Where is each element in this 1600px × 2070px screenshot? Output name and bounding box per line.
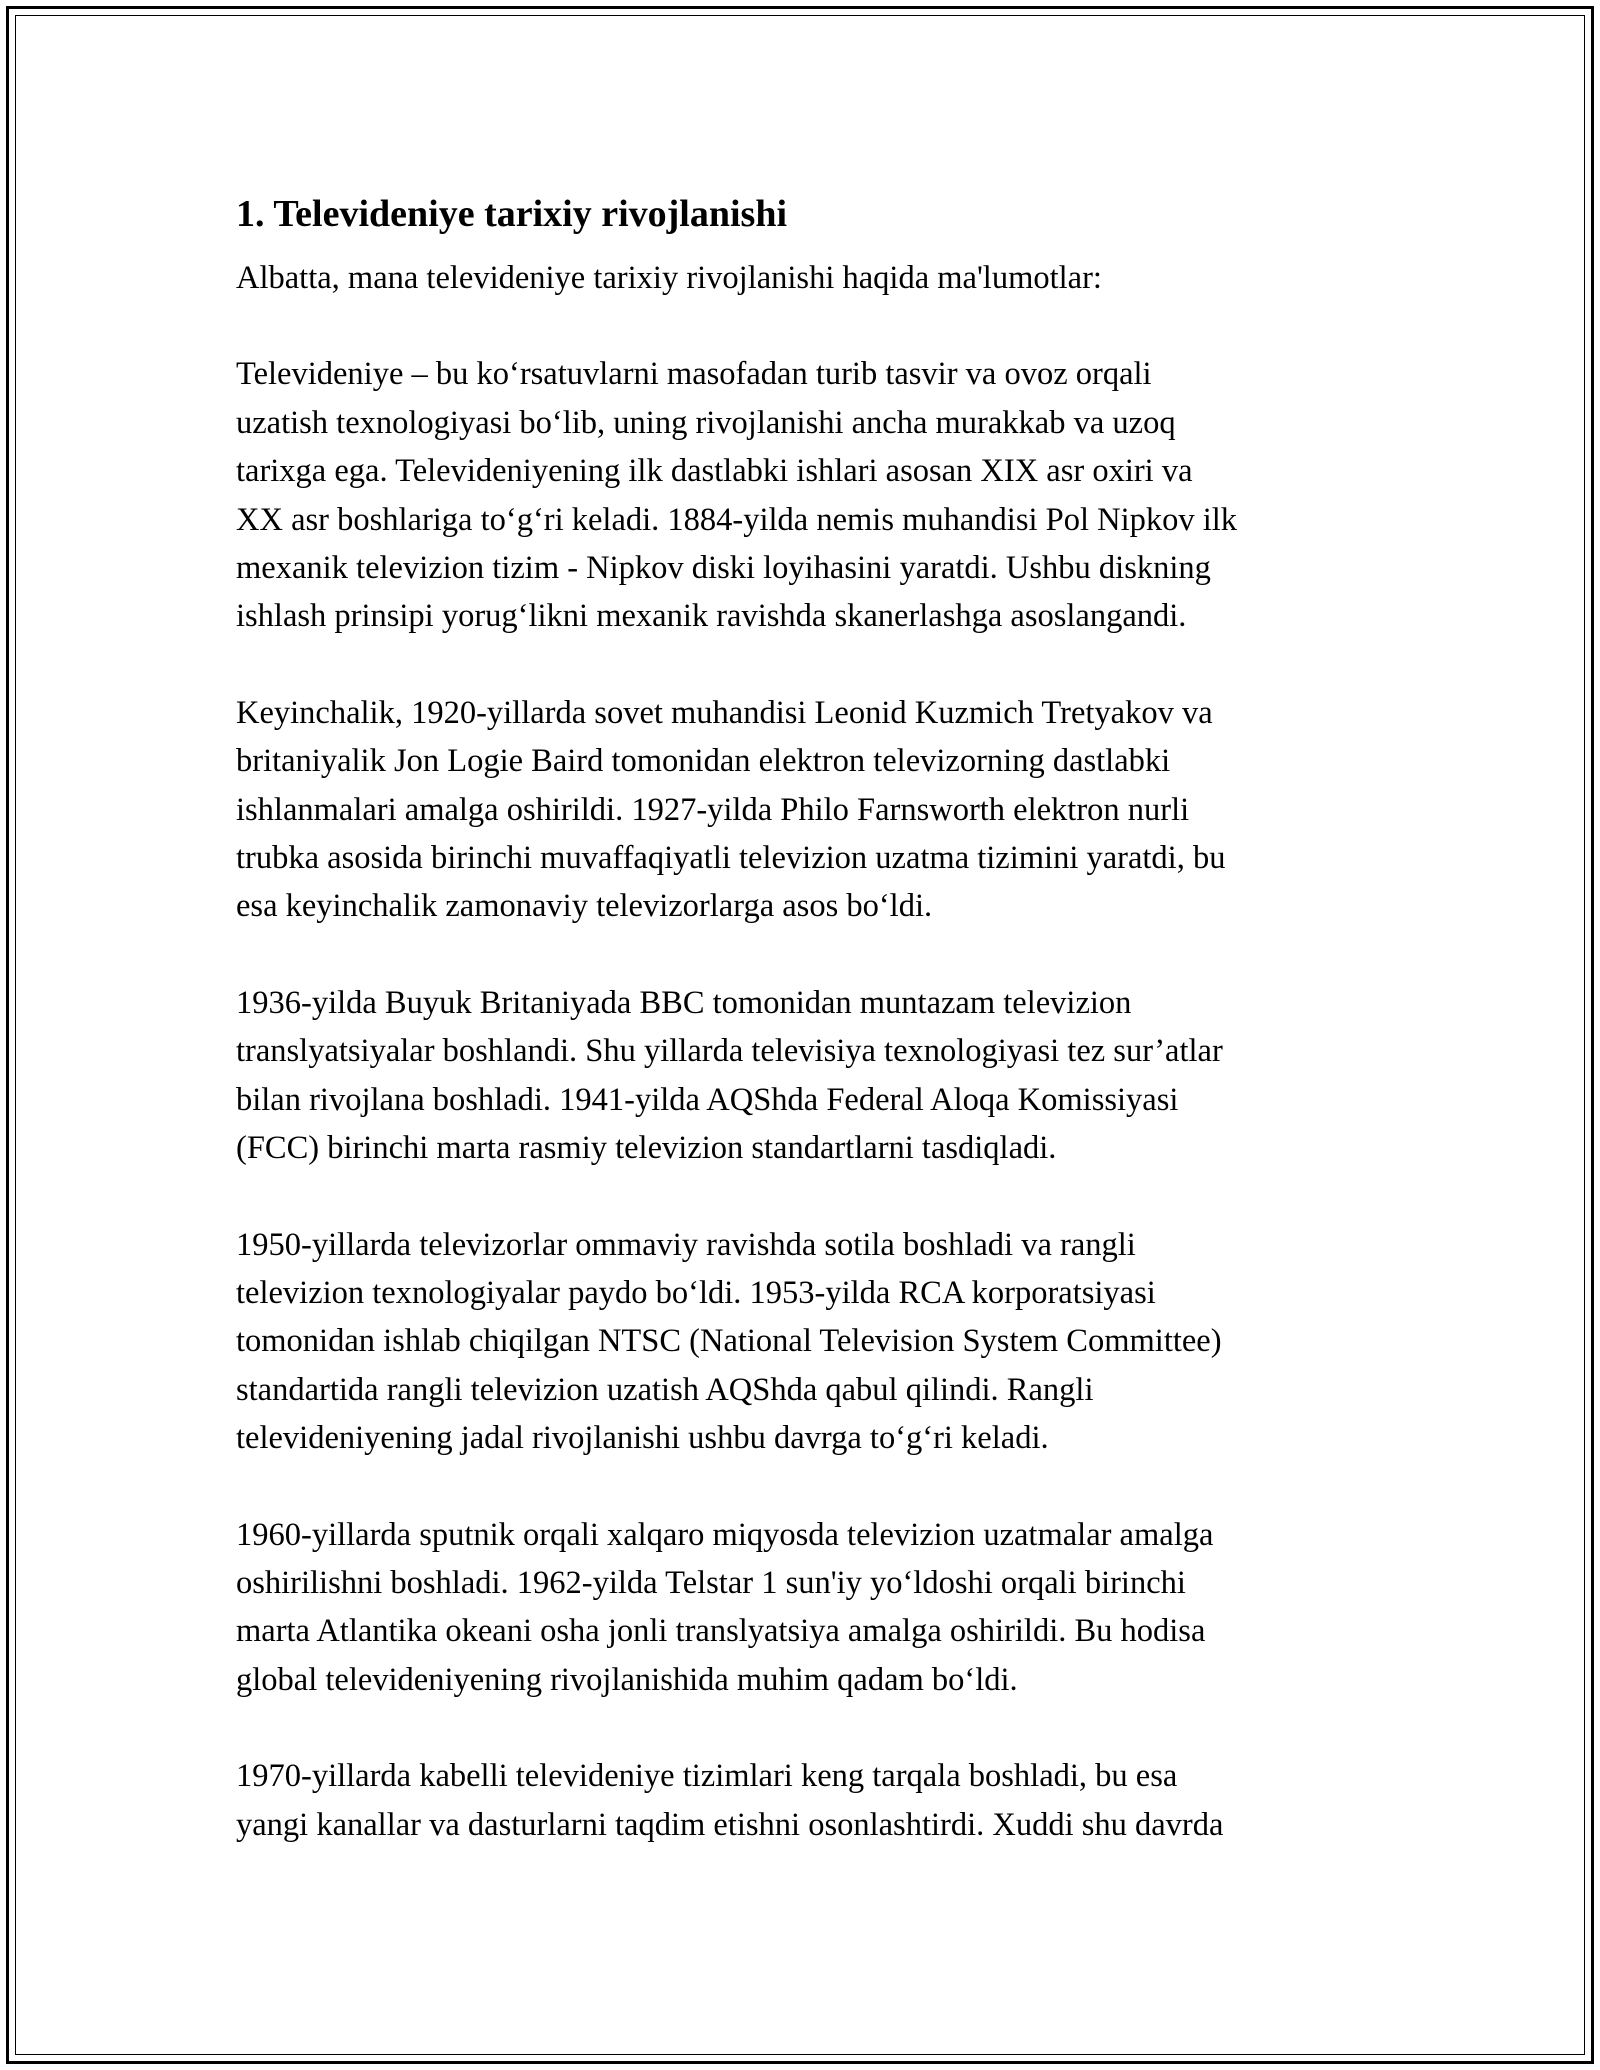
paragraph-line: standartida rangli televizion uzatish AQShda qabul qilindi. Rangli: [236, 1371, 1094, 1408]
document-body: [236, 186, 1376, 1897]
paragraph-line: britaniyalik Jon Logie Baird tomonidan elektron televizorning dastlabki: [236, 743, 1171, 780]
paragraph-line: tomonidan ishlab chiqilgan NTSC (National Television System Committee): [236, 1323, 1222, 1360]
paragraph-line: oshirilishni boshladi. 1962-yilda Telstar 1 sun'iy yoʻldoshi orqali birinchi: [236, 1564, 1186, 1601]
paragraph-line: uzatish texnologiyasi boʻlib, uning rivojlanishi ancha murakkab va uzoq: [236, 404, 1176, 441]
section-heading: 1. Televideniye tarixiy rivojlanishi: [236, 193, 788, 235]
paragraph-line: trubka asosida birinchi muvaffaqiyatli televizion uzatma tizimini yaratdi, bu: [236, 840, 1226, 877]
paragraph-1936: [236, 979, 1376, 1173]
paragraph-line: yangi kanallar va dasturlarni taqdim etishni osonlashtirdi. Xuddi shu davrda: [236, 1806, 1224, 1843]
paragraph-line: marta Atlantika okeani osha jonli translyatsiya amalga oshirildi. Bu hodisa: [236, 1613, 1206, 1650]
paragraph-line: bilan rivojlana boshladi. 1941-yilda AQShda Federal Aloqa Komissiyasi: [236, 1081, 1179, 1118]
paragraph-line: televizion texnologiyalar paydo boʻldi. 1953-yilda RCA korporatsiyasi: [236, 1274, 1156, 1311]
paragraph-definition: [236, 350, 1376, 640]
paragraph-line: tarixga ega. Televideniyening ilk dastlabki ishlari asosan XIX asr oxiri va: [236, 453, 1193, 490]
paragraph-line: XX asr boshlariga toʻgʻri keladi. 1884-yilda nemis muhandisi Pol Nipkov ilk: [236, 501, 1238, 538]
paragraph-line: televideniyening jadal rivojlanishi ushbu davrga toʻgʻri keladi.: [236, 1420, 1049, 1457]
paragraph-line: mexanik televizion tizim - Nipkov diski loyihasini yaratdi. Ushbu diskning: [236, 550, 1211, 587]
paragraph-line: 1950-yillarda televizorlar ommaviy ravishda sotila boshladi va rangli: [236, 1226, 1136, 1263]
paragraph-line: global televideniyening rivojlanishida muhim qadam boʻldi.: [236, 1661, 1018, 1698]
paragraph-line: translyatsiyalar boshlandi. Shu yillarda televisiya texnologiyasi tez sur’atlar: [236, 1033, 1223, 1070]
paragraph-line: ishlanmalari amalga oshirildi. 1927-yilda Philo Farnsworth elektron nurli: [236, 791, 1190, 828]
paragraph-intro: [236, 254, 1376, 302]
paragraph-line: Albatta, mana televideniye tarixiy rivojlanishi haqida ma'lumotlar:: [236, 260, 1102, 296]
paragraph-1950s: [236, 1221, 1376, 1463]
paragraph-line: 1970-yillarda kabelli televideniye tizimlari keng tarqala boshladi, bu esa: [236, 1758, 1178, 1795]
paragraph-line: Keyinchalik, 1920-yillarda sovet muhandisi Leonid Kuzmich Tretyakov va: [236, 694, 1213, 731]
paragraph-1920s: [236, 689, 1376, 931]
paragraph-line: esa keyinchalik zamonaviy televizorlarga asos boʻldi.: [236, 888, 933, 925]
paragraph-1960s: [236, 1511, 1376, 1705]
paragraph-line: 1936-yilda Buyuk Britaniyada BBC tomonidan muntazam televizion: [236, 984, 1132, 1021]
paragraph-line: ishlash prinsipi yorugʻlikni mexanik ravishda skanerlashga asoslangandi.: [236, 598, 1187, 635]
paragraph-line: (FCC) birinchi marta rasmiy televizion standartlarni tasdiqladi.: [236, 1130, 1057, 1167]
paragraph-1970s: [236, 1752, 1376, 1849]
paragraph-line: Televideniye – bu koʻrsatuvlarni masofadan turib tasvir va ovoz orqali: [236, 356, 1152, 393]
paragraph-line: 1960-yillarda sputnik orqali xalqaro miqyosda televizion uzatmalar amalga: [236, 1516, 1214, 1553]
